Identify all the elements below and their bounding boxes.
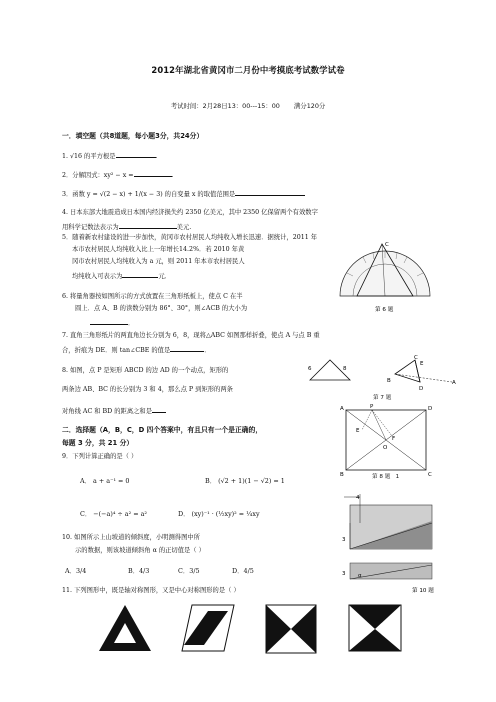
fig7a-label-6: 6: [308, 366, 312, 372]
q10-option-b[interactable]: B．4/3: [128, 567, 150, 575]
question-4-line1: 4. 日本东部大地震造成日本国内经济损失约 2350 亿美元，其中 2350 亿保留两个有效数字: [62, 209, 318, 216]
fig7b-label-c: C: [414, 355, 418, 361]
q1-blank[interactable]: [116, 149, 156, 158]
fig10-label-alpha: α: [358, 573, 362, 579]
question-10-line1: 10. 如图所示上山坡道的倾斜度，小明测得图中所: [62, 534, 200, 541]
question-8-line1: 8. 如图，点 P 是矩形 ABCD 的边 AD 的一个动点，矩形的: [62, 367, 229, 374]
fig8-label-d: D: [428, 406, 433, 412]
q9-option-c[interactable]: C． −(−a)⁴ ÷ a² = a²: [80, 510, 147, 518]
question-5-line4: [72, 269, 171, 282]
section1-heading: 一．填空题（共8道题，每小题3分，共24分）: [62, 132, 204, 140]
q8-text-c: 对角线 AC 和 BD 的距离之和是: [62, 408, 153, 415]
fig8-caption-num: 1: [395, 474, 400, 480]
q5-text-d: 均纯收入可表示为: [72, 273, 123, 280]
question-1: 1. √16 的平方根是 .: [62, 149, 158, 162]
fig8-label-e: E: [356, 428, 360, 434]
q1-text: 1. √16 的平方根是: [62, 153, 116, 160]
question-6-line1: 6. 将量角器按如图所示的方式放置在三角形纸板上，使点 C 在半: [62, 293, 243, 300]
q8-blank[interactable]: [152, 404, 166, 413]
question-2: 2．分解因式：xy² − x = .: [62, 168, 174, 181]
q11-figure-b[interactable]: [178, 603, 238, 655]
q4-blank[interactable]: [119, 220, 177, 229]
question-4-line2: [62, 220, 191, 233]
q11-figure-a[interactable]: [95, 603, 155, 655]
q3-text-a: 3．函数 y = √(2 − x) +: [62, 191, 135, 198]
q2-text: 2．分解因式：xy² − x =: [62, 172, 134, 179]
question-6-line3: [90, 316, 134, 329]
q7-text-b: 合，折痕为 DE．则 tan∠CBE 的值是: [62, 347, 171, 354]
exam-time: 考试时间：2月28日13：00---15：00: [170, 102, 280, 110]
q3-text-c: 的自变量 x 的取值范围是: [162, 191, 236, 198]
section2-heading-line2: 每题 3 分，共 21 分）: [62, 439, 134, 447]
fig6-label-c: C: [385, 242, 389, 248]
q6-text-c: ．: [128, 320, 135, 327]
fig10-label-3: 3: [342, 537, 346, 543]
q3-fraction: 1/(x − 3): [134, 191, 163, 198]
fig8-label-a: A: [340, 406, 344, 412]
q2-blank[interactable]: [134, 168, 172, 177]
q10-option-d[interactable]: D．4/5: [232, 567, 254, 575]
q9-option-d[interactable]: D． (xy)⁻¹ · (½xy)² = ¼xy: [178, 510, 260, 518]
fig8-caption: [372, 472, 399, 480]
exam-info: [0, 101, 496, 110]
figure-10-slope: [340, 493, 450, 603]
fig10-label-3b: 3: [342, 571, 346, 577]
question-5-line3: 冈市农村居民人均纯收入为 a 元，则 2011 年本市农村居民人: [72, 258, 245, 265]
fig7b-label-a: A: [452, 380, 456, 386]
fig7b-label-d: D: [419, 386, 424, 392]
figure-8-rectangle: [340, 402, 440, 482]
q4-text-c: 美元.: [176, 224, 192, 231]
q11-figure-d[interactable]: [345, 603, 405, 655]
q11-figure-c[interactable]: [262, 603, 322, 655]
fig10-label-4: 4: [356, 495, 360, 501]
question-8-line3: [62, 404, 166, 417]
fig7b-label-e: E: [420, 361, 424, 367]
q6-blank[interactable]: [90, 316, 128, 325]
fig8-label-b: B: [340, 472, 344, 478]
fig8-label-f: F: [392, 436, 396, 442]
q7-blank[interactable]: [170, 343, 204, 352]
fig6-caption: 第 6 题: [375, 307, 394, 313]
question-5-line1: 5．随着新农村建设的进一步加快，黄冈市农村居民人均纯收入增长迅速．据统计，2011 年: [62, 234, 318, 241]
q10-option-c[interactable]: C．3/5: [178, 567, 200, 575]
q7-text-c: ．: [204, 347, 211, 354]
q9-option-a[interactable]: A． a + a⁻¹ = 0: [80, 477, 130, 485]
question-6-line2: 圆上．点 A、B 的读数分别为 86°、30°，则∠ACB 的大小为: [75, 305, 248, 312]
fig8-label-o: O: [383, 445, 388, 451]
q5-text-e: 元．: [158, 273, 171, 280]
q3-blank[interactable]: [235, 187, 305, 196]
q9-option-b[interactable]: B． (√2 + 1)(1 − √2) = 1: [205, 477, 285, 485]
fig7-caption: 第 7 题: [373, 395, 392, 401]
question-5-line2: 本市农村居民人均纯收入比上一年增长14.2%．若 2010 年黄: [72, 246, 245, 253]
fig8-label-c: C: [428, 472, 432, 478]
q4-text-b: 用科学记数法表示为: [62, 224, 119, 231]
fig8-label-p: P: [370, 404, 374, 410]
fig7b-label-b: B: [387, 378, 391, 384]
figure-6-protractor: [335, 238, 435, 318]
question-11: 11. 下列图形中，既是轴对称图形，又是中心对称图形的是（ ）: [62, 587, 240, 594]
question-10-line2: 示的数据，则该坡道倾斜角 α 的正切值是（ ）: [75, 547, 205, 554]
fig10-caption: 第 10 题: [412, 588, 434, 594]
question-9: 9．下列计算正确的是（ ）: [62, 453, 138, 460]
question-7-line2: [62, 343, 211, 356]
q5-blank[interactable]: [122, 269, 158, 278]
question-7-line1: 7. 直角三角形纸片的两直角边长分别为 6，8，现将△ABC 如图那样折叠，使点 A 与点 B 重: [62, 332, 320, 339]
q10-option-a[interactable]: A．3/4: [65, 567, 87, 575]
question-3: [62, 187, 305, 200]
fig8-caption-text: 第 8 题: [372, 474, 391, 480]
fig7a-label-8: 8: [343, 366, 347, 372]
section2-heading-line1: 二．选择题（A，B，C，D 四个答案中，有且只有一个是正确的，: [62, 426, 263, 434]
page-title: 2012年湖北省黄冈市二月份中考摸底考试数学试卷: [151, 65, 345, 75]
full-score: 满分120分: [293, 102, 326, 110]
question-8-line2: 两条边 AB、BC 的长分别为 3 和 4，那么点 P 到矩形的两条: [62, 386, 233, 393]
